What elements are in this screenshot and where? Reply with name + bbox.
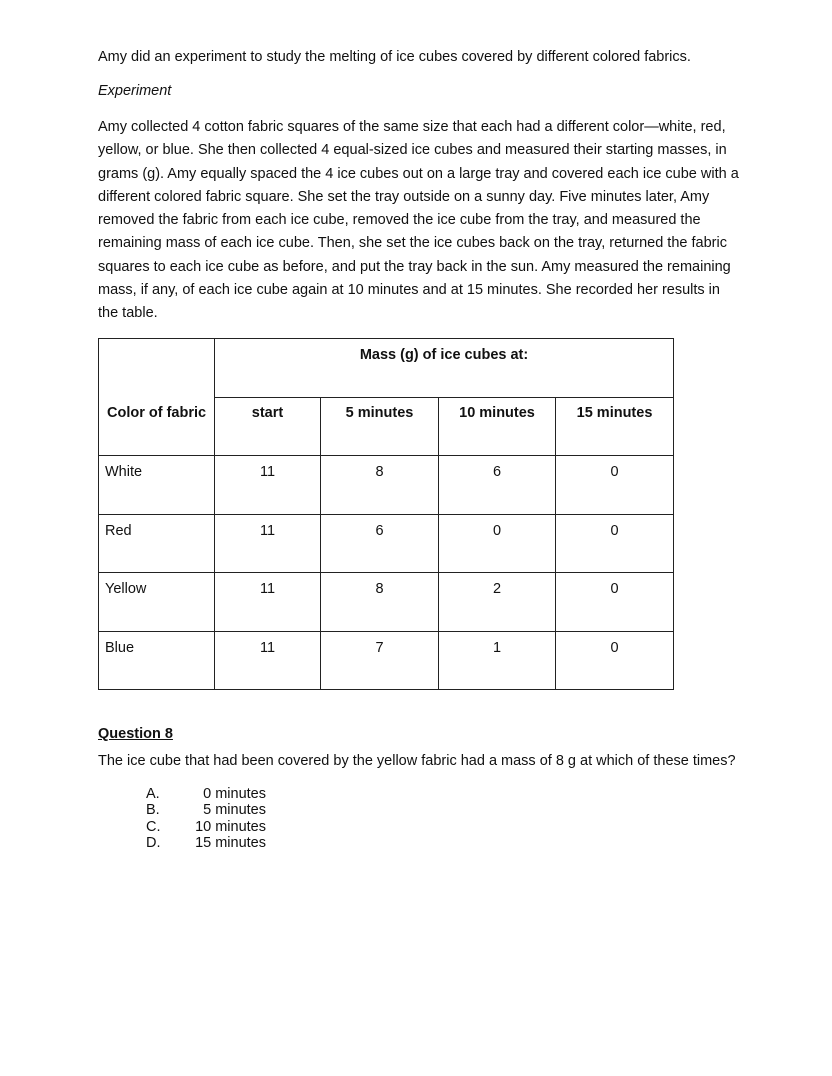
table-cell: 6: [321, 514, 439, 573]
column-header-color: Color of fabric: [99, 398, 215, 456]
experiment-description: Amy collected 4 cotton fabric squares of the same size that each had a different color—white, red, yellow, or blue. She then collected 4 equal-sized ice cubes and measured their starting masses, in grams (g). Amy equally spaced the 4 ice cubes out on a large tray and covered each ice cube with a different colored fabric square. She set the tray outside on a sunny day. Five minutes later, Amy removed the fabric from each ice cube, removed the ice cube from the tray, and measured the remaining mass of each ice cube. Then, she set the ice cubes back on the tray, returned the fabric squares to each ice cube as before, and put the tray back in the sun. Amy measured the remaining mass, if any, of each ice cube again at 10 minutes and at 15 minutes. She recorded her results in the table.: [98, 119, 739, 322]
table-cell: 11: [215, 514, 321, 573]
table-group-header: Mass (g) of ice cubes at:: [215, 339, 674, 398]
column-header-10-minutes: 10 minutes: [439, 398, 556, 456]
table-cell: Blue: [99, 631, 215, 690]
column-header-15-minutes: 15 minutes: [556, 398, 674, 456]
answer-option-a[interactable]: [146, 786, 276, 802]
answer-option-d[interactable]: [146, 835, 276, 851]
intro-text: Amy did an experiment to study the melting of ice cubes covered by different colored fabrics.: [98, 49, 691, 65]
table-cell: 6: [439, 456, 556, 515]
table-cell: 0: [556, 573, 674, 632]
table-cell: 8: [321, 573, 439, 632]
table-cell: Yellow: [99, 573, 215, 632]
answer-option-b[interactable]: [146, 802, 276, 818]
table-cell: 0: [439, 514, 556, 573]
table-cell: 0: [556, 631, 674, 690]
section-heading: Experiment: [98, 83, 172, 99]
table-cell: 11: [215, 456, 321, 515]
table-row: [99, 456, 674, 515]
table-corner-cell: [99, 339, 215, 398]
table-cell: 11: [215, 631, 321, 690]
table-header-row: [99, 398, 674, 456]
table-group-header-row: [99, 339, 674, 398]
answer-options: [146, 786, 276, 851]
column-header-start: start: [215, 398, 321, 456]
option-letter: D.: [146, 834, 161, 851]
option-letter: A.: [146, 786, 160, 802]
table-cell: 8: [321, 456, 439, 515]
table-cell: 2: [439, 573, 556, 632]
option-text: 15 minutes: [195, 834, 266, 851]
option-letter: B.: [146, 802, 160, 819]
table-cell: Red: [99, 514, 215, 573]
column-header-5-minutes: 5 minutes: [321, 398, 439, 456]
question-title: Question 8: [98, 726, 173, 742]
table-cell: 1: [439, 631, 556, 690]
results-table: [98, 338, 674, 690]
table-cell: 0: [556, 456, 674, 515]
question-text: The ice cube that had been covered by the yellow fabric had a mass of 8 g at which of these times?: [98, 753, 736, 769]
option-text: 10 minutes: [195, 818, 266, 835]
option-text: 5 minutes: [203, 802, 266, 819]
option-letter: C.: [146, 818, 161, 835]
table-cell: 7: [321, 631, 439, 690]
table-cell: 11: [215, 573, 321, 632]
table-row: [99, 573, 674, 632]
table-cell: White: [99, 456, 215, 515]
table-row: [99, 514, 674, 573]
table-cell: 0: [556, 514, 674, 573]
table-row: [99, 631, 674, 690]
answer-option-c[interactable]: [146, 819, 276, 835]
option-text: 0 minutes: [203, 786, 266, 802]
